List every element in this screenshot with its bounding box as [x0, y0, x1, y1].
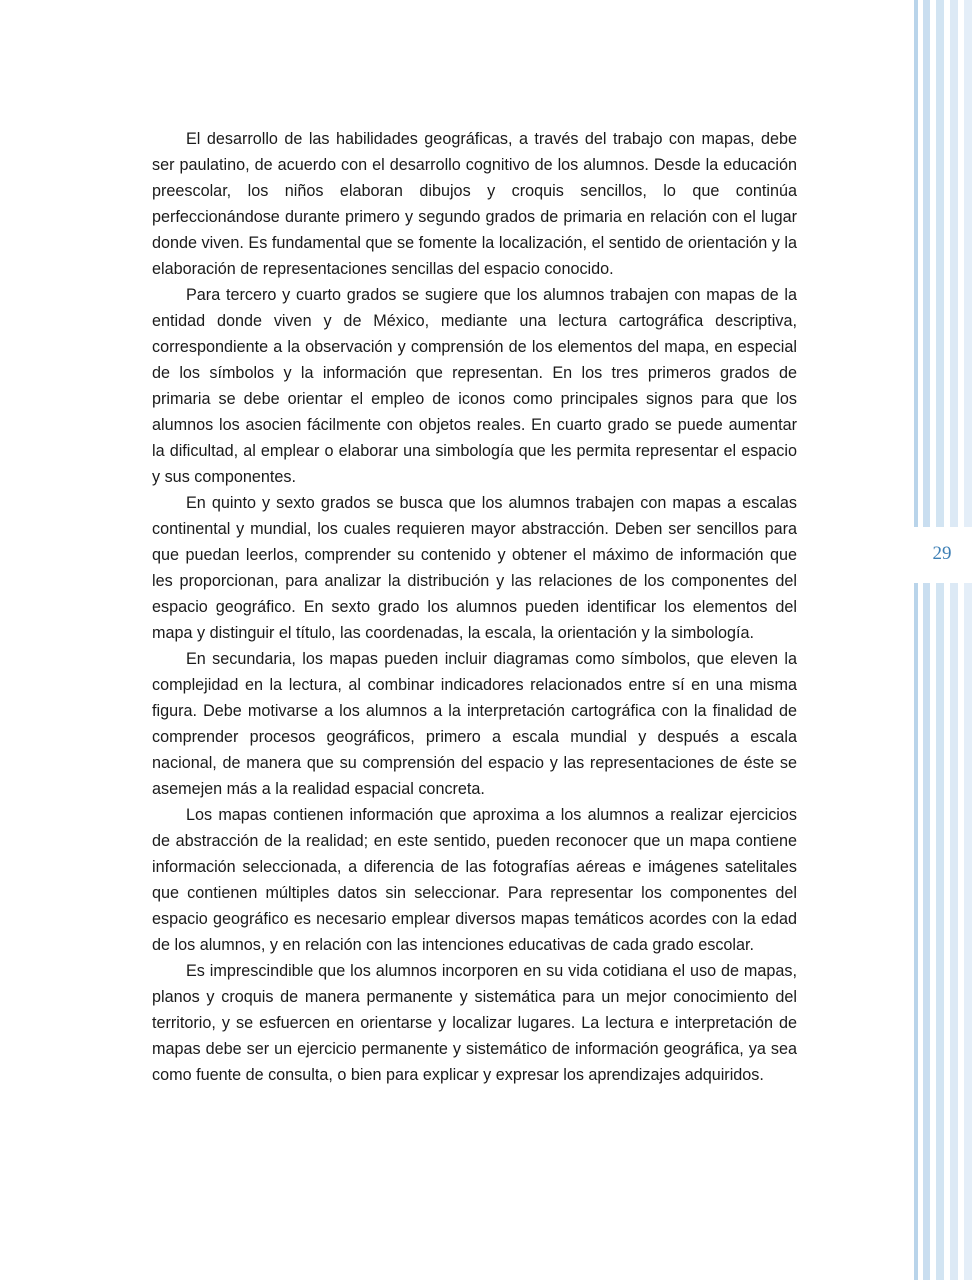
margin-stripe	[964, 0, 972, 1280]
margin-stripes-decoration	[914, 0, 972, 1280]
margin-stripe	[923, 0, 930, 1280]
page-number: 29	[932, 543, 952, 564]
margin-stripe	[936, 0, 944, 1280]
paragraph-3: En quinto y sexto grados se busca que los alumnos trabajen con mapas a escalas continental y mundial, los cuales requieren mayor abstracción. Deben ser sencillos para que puedan leerlos, comprender su contenido y obtener el máximo de información que les proporcionan, para analizar la distribución y las relaciones de los componentes del espacio geográfico. En sexto grado los alumnos pueden identificar los elementos del mapa y distinguir el título, las coordenadas, la escala, la orientación y la simbología.	[152, 494, 797, 642]
body-text	[152, 126, 797, 1088]
paragraph-6: Es imprescindible que los alumnos incorporen en su vida cotidiana el uso de mapas, planos y croquis de manera permanente y sistemática para un mejor conocimiento del territorio, y se esfuercen en orientarse y localizar lugares. La lectura e interpretación de mapas debe ser un ejercicio permanente y sistemático de información geográfica, ya sea como fuente de consulta, o bien para explicar y expresar los aprendizajes adquiridos.	[152, 962, 797, 1084]
paragraph-2: Para tercero y cuarto grados se sugiere que los alumnos trabajen con mapas de la entidad donde viven y de México, mediante una lectura cartográfica descriptiva, correspondiente a la observación y comprensión de los elementos del mapa, en especial de los símbolos y la información que representan. En los tres primeros grados de primaria se debe orientar el empleo de iconos como principales signos para que los alumnos los asocien fácilmente con objetos reales. En cuarto grado se puede aumentar la dificultad, al emplear o elaborar una simbología que les permita representar el espacio y sus componentes.	[152, 286, 797, 486]
paragraph-4: En secundaria, los mapas pueden incluir diagramas como símbolos, que eleven la complejidad en la lectura, al combinar indicadores relacionados entre sí en una misma figura. Debe motivarse a los alumnos a la interpretación cartográfica con la finalidad de comprender procesos geográficos, primero a escala mundial y después a escala nacional, de manera que su comprensión del espacio y las representaciones de éste se asemejen más a la realidad espacial concreta.	[152, 650, 797, 798]
margin-stripe	[950, 0, 958, 1280]
paragraph-5: Los mapas contienen información que aproxima a los alumnos a realizar ejercicios de abstracción de la realidad; en este sentido, pueden reconocer que un mapa contiene información seleccionada, a diferencia de las fotografías aéreas e imágenes satelitales que contienen múltiples datos sin seleccionar. Para representar los componentes del espacio geográfico es necesario emplear diversos mapas temáticos acordes con la edad de los alumnos, y en relación con las intenciones educativas de cada grado escolar.	[152, 806, 797, 954]
margin-stripe	[914, 0, 918, 1280]
paragraph-1: El desarrollo de las habilidades geográficas, a través del trabajo con mapas, debe ser paulatino, de acuerdo con el desarrollo cognitivo de los alumnos. Desde la educación preescolar, los niños elaboran dibujos y croquis sencillos, lo que continúa perfeccionándose durante primero y segundo grados de primaria en relación con el lugar donde viven. Es fundamental que se fomente la localización, el sentido de orientación y la elaboración de representaciones sencillas del espacio conocido.	[152, 130, 797, 278]
page-number-box	[914, 527, 972, 583]
